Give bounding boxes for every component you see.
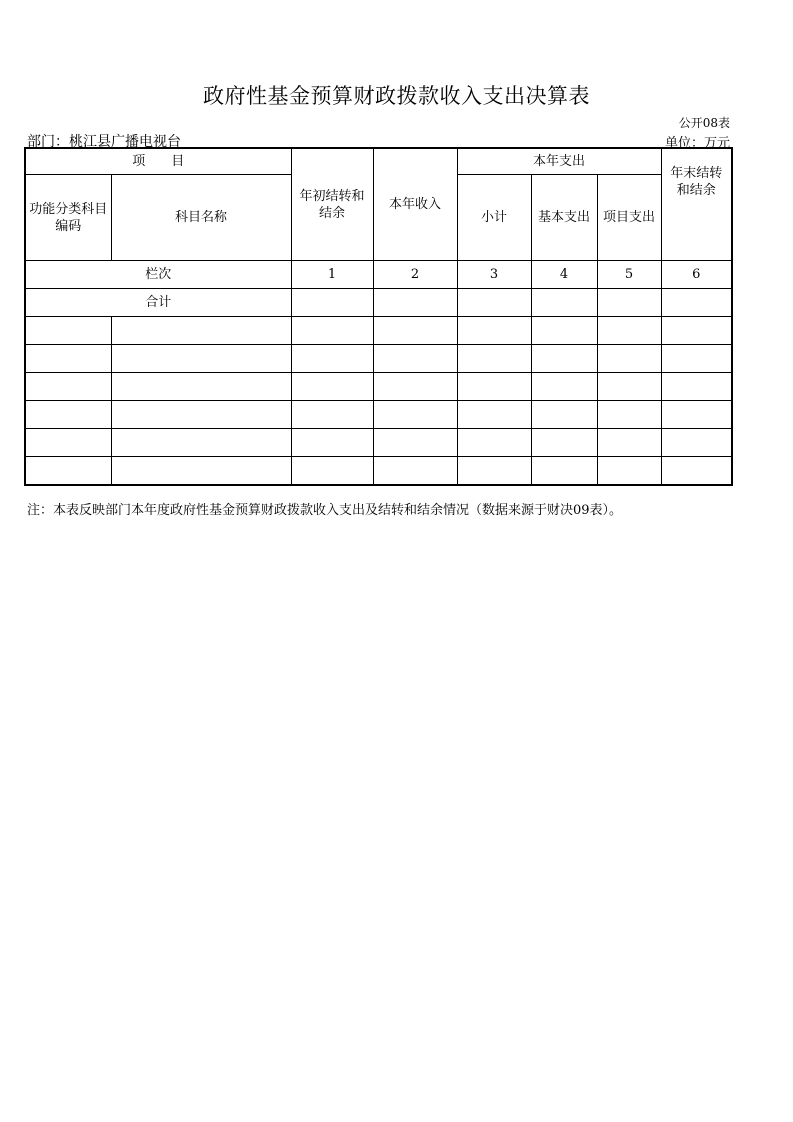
table-cell — [531, 457, 597, 486]
table-cell — [531, 289, 597, 317]
budget-table — [24, 147, 733, 486]
header-opening-balance-text: 年初结转和结余 — [299, 188, 365, 221]
header-current-expense: 本年支出 — [457, 148, 661, 175]
table-cell — [597, 429, 661, 457]
header-func-code-text: 功能分类科目编码 — [29, 201, 108, 234]
table-row — [25, 457, 732, 486]
col-index-label: 栏次 — [25, 261, 291, 289]
table-cell — [531, 345, 597, 373]
table-cell — [661, 345, 732, 373]
department-label: 部门：桃江县广播电视台 — [27, 134, 181, 150]
table-cell — [25, 345, 111, 373]
table-cell — [597, 317, 661, 345]
header-basic-expense: 基本支出 — [531, 175, 597, 261]
table-cell — [111, 373, 291, 401]
table-cell — [597, 457, 661, 486]
table-cell — [531, 317, 597, 345]
table-cell — [111, 401, 291, 429]
table-cell — [111, 317, 291, 345]
table-cell — [661, 373, 732, 401]
header-current-income: 本年收入 — [373, 148, 457, 261]
table-row — [25, 345, 732, 373]
col-number: 6 — [661, 261, 732, 289]
table-row — [25, 317, 732, 345]
table-cell — [291, 429, 373, 457]
table-cell — [531, 401, 597, 429]
table-cell — [457, 345, 531, 373]
table-cell — [373, 373, 457, 401]
total-row — [25, 289, 732, 317]
table-cell — [25, 401, 111, 429]
unit-label: 单位：万元 — [664, 136, 730, 151]
table-cell — [111, 457, 291, 486]
table-cell — [597, 373, 661, 401]
table-cell — [531, 429, 597, 457]
table-cell — [25, 373, 111, 401]
table-cell — [373, 429, 457, 457]
table-cell — [373, 401, 457, 429]
header-closing-balance — [661, 148, 732, 261]
table-cell — [661, 457, 732, 486]
table-cell — [531, 373, 597, 401]
page-title: 政府性基金预算财政拨款收入支出决算表 — [203, 84, 590, 108]
table-cell — [291, 457, 373, 486]
table-cell — [457, 457, 531, 486]
table-cell — [661, 317, 732, 345]
table-cell — [457, 317, 531, 345]
table-cell — [597, 289, 661, 317]
table-cell — [291, 317, 373, 345]
table-cell — [597, 401, 661, 429]
col-number: 1 — [291, 261, 373, 289]
col-number: 2 — [373, 261, 457, 289]
table-row — [25, 429, 732, 457]
table-cell — [291, 373, 373, 401]
table-row — [25, 401, 732, 429]
header-item-name: 科目名称 — [111, 175, 291, 261]
header-project-expense: 项目支出 — [597, 175, 661, 261]
table-cell — [25, 457, 111, 486]
col-number: 3 — [457, 261, 531, 289]
table-cell — [661, 289, 732, 317]
header-row-top — [25, 148, 732, 175]
table-cell — [25, 317, 111, 345]
table-cell — [373, 345, 457, 373]
footnote: 注：本表反映部门本年度政府性基金预算财政拨款收入支出及结转和结余情况（数据来源于财决09表）。 — [27, 503, 623, 518]
table-cell — [457, 429, 531, 457]
header-func-code — [25, 175, 111, 261]
col-number: 4 — [531, 261, 597, 289]
total-label: 合计 — [25, 289, 291, 317]
table-cell — [291, 401, 373, 429]
table-row — [25, 373, 732, 401]
table-cell — [457, 289, 531, 317]
table-cell — [291, 345, 373, 373]
table-cell — [373, 289, 457, 317]
table-cell — [661, 429, 732, 457]
table-cell — [373, 457, 457, 486]
header-closing-balance-text: 年末结转和结余 — [670, 166, 723, 198]
table-cell — [291, 289, 373, 317]
header-subtotal: 小计 — [457, 175, 531, 261]
table-cell — [597, 345, 661, 373]
table-cell — [111, 429, 291, 457]
table-code: 公开08表 — [678, 116, 730, 130]
col-number: 5 — [597, 261, 661, 289]
header-project: 项 目 — [25, 148, 291, 175]
table-cell — [25, 429, 111, 457]
header-opening-balance — [291, 148, 373, 261]
table-cell — [457, 373, 531, 401]
table-cell — [661, 401, 732, 429]
table-cell — [111, 345, 291, 373]
table-cell — [373, 317, 457, 345]
column-index-row — [25, 261, 732, 289]
table-cell — [457, 401, 531, 429]
